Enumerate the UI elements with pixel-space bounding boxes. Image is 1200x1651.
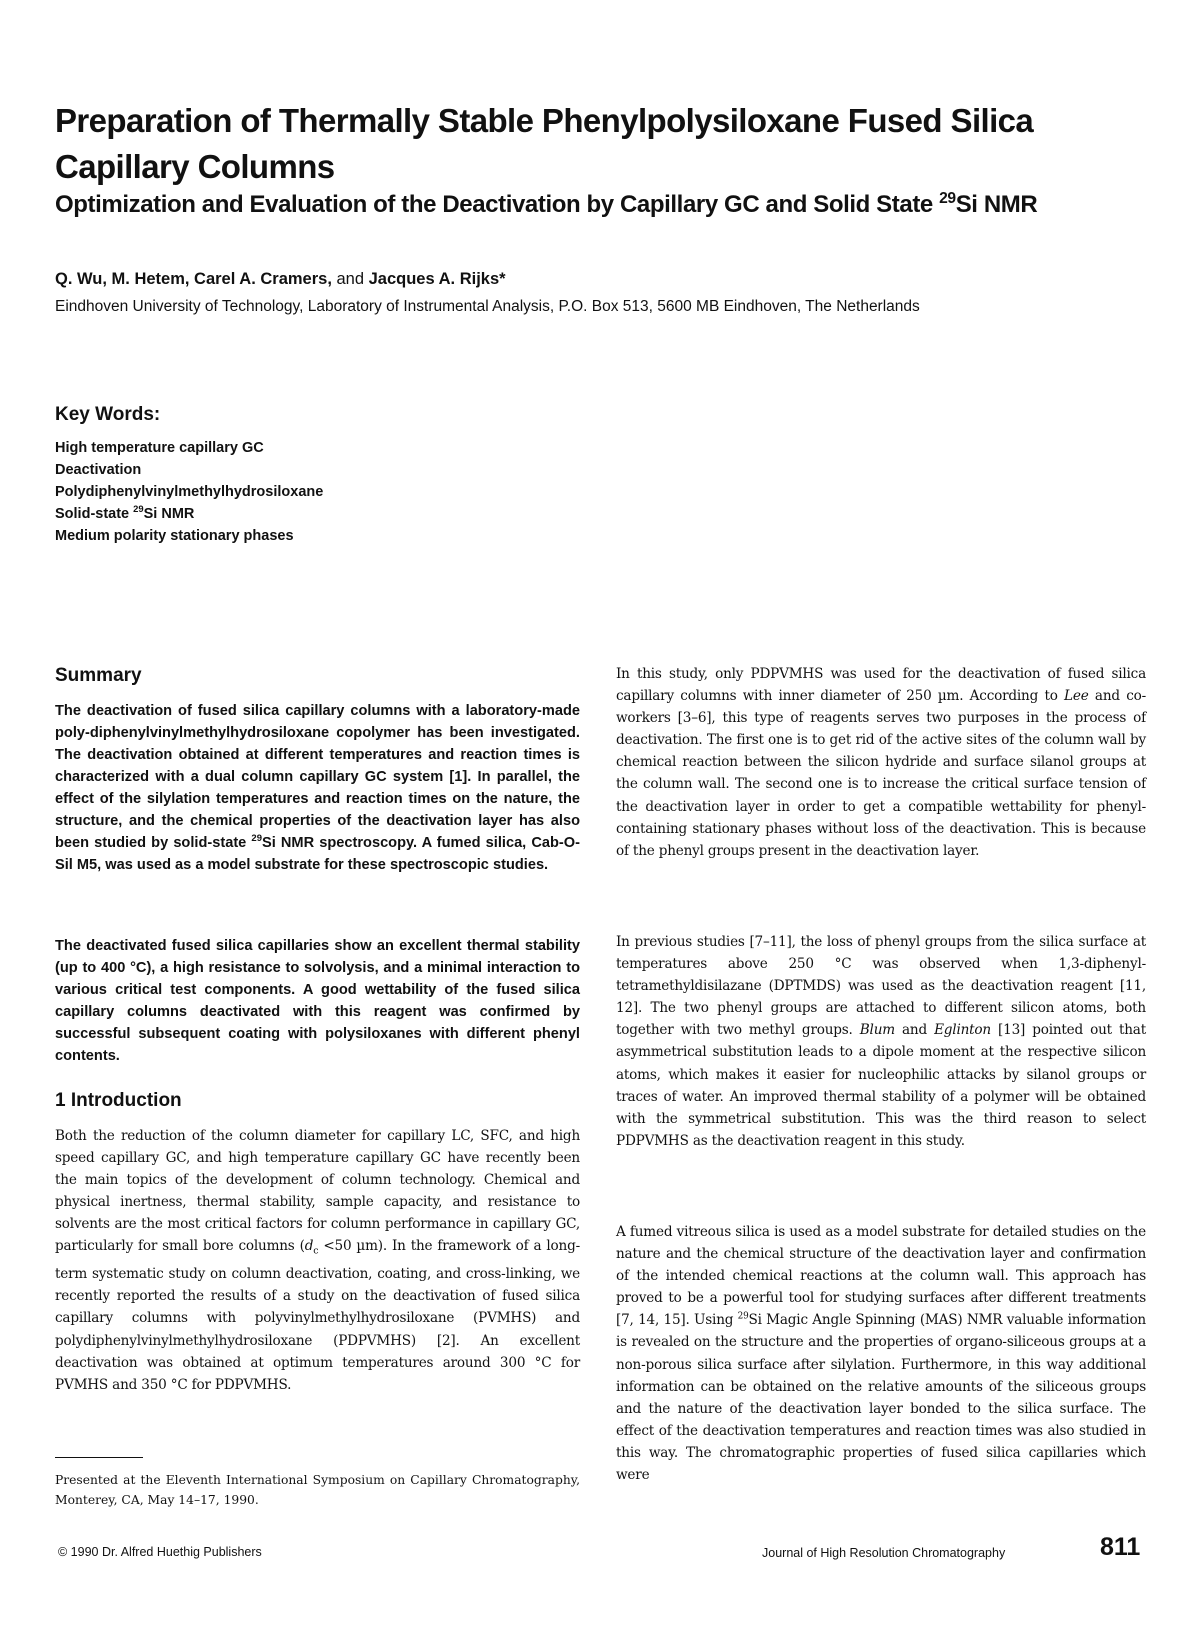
body-paragraph: [616, 1221, 1146, 1486]
body-paragraph: [55, 1125, 580, 1396]
superscript: 29: [737, 1311, 749, 1322]
page-number: 811: [1100, 1533, 1141, 1561]
text: and: [894, 1022, 935, 1039]
summary-paragraph: The deactivated fused silica capillaries show an excellent thermal stability (up to 400 °C), a high resistance to solvolysis, and a minimal interaction to various critical test components. A good wettability of the fused silica capillary columns deactivated with this reagent was confirmed by successful subsequent coating with polysiloxanes with different phenyl contents.: [55, 938, 580, 1064]
paper-subtitle: [55, 188, 1155, 222]
text: <50 µm). In the framework of a long-term systematic study on column deactivation, coating, and cross-linking, we recently reported the results of a study on the deactivation of fused silica capillary columns with polyvinylmethylhydrosiloxane (PVMHS) and polydiphenylvinylmethylhydrosiloxane (PDPVMHS) [2]. An excellent deactivation was obtained at optimum temperatures around 300 °C for PVMHS and 350 °C for PDPVMHS.: [55, 1238, 580, 1393]
text: In previous studies [7–11], the loss of phenyl groups from the silica surface at temperatures above 250 °C was observed when 1,3-diphenyl-tetramethyldisilazane (DPTMDS) was used as the deactivation reagent [11, 12]. The two phenyl groups are attached to different silicon atoms, both together with two methyl groups.: [616, 934, 1146, 1039]
subtitle-text: Optimization and Evaluation of the Deactivation by Capillary GC and Solid State: [55, 191, 940, 218]
copyright: © 1990 Dr. Alfred Huethig Publishers: [58, 1545, 262, 1559]
keyword-text: Solid-state: [55, 506, 134, 522]
keyword: [55, 503, 323, 525]
subtitle-text-end: Si NMR: [955, 191, 1038, 218]
keywords-heading: Key Words:: [55, 404, 161, 425]
text: and co-workers [3–6], this type of reagents serves two purposes in the process of deactivation. The first one is to get rid of the active sites of the column wall by chemical reaction between the silicon hydride and surface silanol groups at the column wall. The second one is to increase the critical surface tension of the deactivation layer in order to get a compatible wettability for phenyl-containing stationary phases without loss of the deactivation. This is because of the phenyl groups present in the deactivation layer.: [616, 688, 1147, 859]
text: Si NMR spectroscopy. A fumed silica, Cab-O-Sil M5, was used as a model substrate for these spectroscopic studies.: [55, 835, 580, 873]
superscript: 29: [251, 833, 262, 845]
text: In this study, only PDPVMHS was used for the deactivation of fused silica capillary columns with inner diameter of 250 µm. According to: [616, 666, 1146, 705]
text: Both the reduction of the column diameter for capillary LC, SFC, and high speed capillary GC, and high temperature capillary GC have recently been the main topics of the development of column technology. Chemical and physical inertness, thermal stability, sample capacity, and resistance to solvents are the most critical factors for column performance in capillary GC, particularly for small bore columns (: [55, 1128, 580, 1255]
keywords-list: [55, 437, 323, 547]
keyword: Deactivation: [55, 462, 142, 478]
text: A fumed vitreous silica is used as a model substrate for detailed studies on the nature and the chemical structure of the deactivation layer and confirmation of the intended chemical reactions at the column wall. This approach has proved to be a powerful tool for studying surfaces after different treatments [7, 14, 15]. Using: [616, 1224, 1146, 1329]
body-paragraph: [616, 931, 1146, 1152]
superscript: 29: [133, 503, 144, 515]
introduction-heading: 1 Introduction: [55, 1090, 182, 1111]
journal-name: Journal of High Resolution Chromatography: [762, 1546, 1006, 1560]
superscript: 29: [939, 190, 956, 207]
author-name: Lee: [1064, 688, 1089, 705]
summary-paragraph: [55, 700, 580, 876]
author-list: [55, 270, 506, 289]
footnote: Presented at the Eleventh International Symposium on Capillary Chromatography, Monterey, CA, May 14–17, 1990.: [55, 1473, 580, 1507]
paper-title: Preparation of Thermally Stable Phenylpolysiloxane Fused Silica Capillary Columns: [55, 102, 1034, 185]
text: Si Magic Angle Spinning (MAS) NMR valuable information is revealed on the structure and the properties of organo-siliceous groups at a non-porous silica surface after silylation. Furthermore, in this way additional information can be obtained on the relative amounts of the siliceous groups and the nature of the deactivation layer bonded to the silica surface. The effect of the deactivation temperatures and reaction times was also studied in this way. The chromatographic properties of fused silica capillaries which were: [616, 1312, 1146, 1484]
corresponding-author: Jacques A. Rijks*: [368, 270, 506, 288]
summary-heading: Summary: [55, 665, 142, 686]
variable: d: [304, 1238, 314, 1255]
footnote-divider: [55, 1457, 143, 1458]
keyword: Medium polarity stationary phases: [55, 528, 294, 544]
author-name: Eglinton: [934, 1022, 991, 1039]
keyword: Polydiphenylvinylmethylhydrosiloxane: [55, 484, 324, 500]
body-paragraph: [616, 663, 1146, 862]
affiliation: Eindhoven University of Technology, Laboratory of Instrumental Analysis, P.O. Box 513, 5600 MB Eindhoven, The Netherlands: [55, 298, 920, 315]
authors-and: and: [331, 270, 369, 288]
author-name: Blum: [859, 1022, 895, 1039]
keyword: High temperature capillary GC: [55, 440, 264, 456]
subscript: c: [313, 1246, 319, 1258]
authors-part: Q. Wu, M. Hetem, Carel A. Cramers,: [55, 270, 332, 288]
keyword-text-end: Si NMR: [143, 506, 195, 522]
text: [13] pointed out that asymmetrical substitution leads to a dipole moment at the respective silicon atoms, which makes it easier for nucleophilic attacks by silanol groups or traces of water. An improved thermal stability of a polymer will be obtained with the symmetrical substitution. This was the third reason to select PDPVMHS as the deactivation reagent in this study.: [616, 1022, 1146, 1149]
text: The deactivation of fused silica capillary columns with a laboratory-made poly-diphenylvinylmethylhydrosiloxane copolymer has been investigated. The deactivation obtained at different temperatures and reaction times is characterized with a dual column capillary GC system [1]. In parallel, the effect of the silylation temperatures and reaction times on the nature, the structure, and the chemical properties of the deactivation layer has also been studied by solid-state: [55, 703, 580, 851]
